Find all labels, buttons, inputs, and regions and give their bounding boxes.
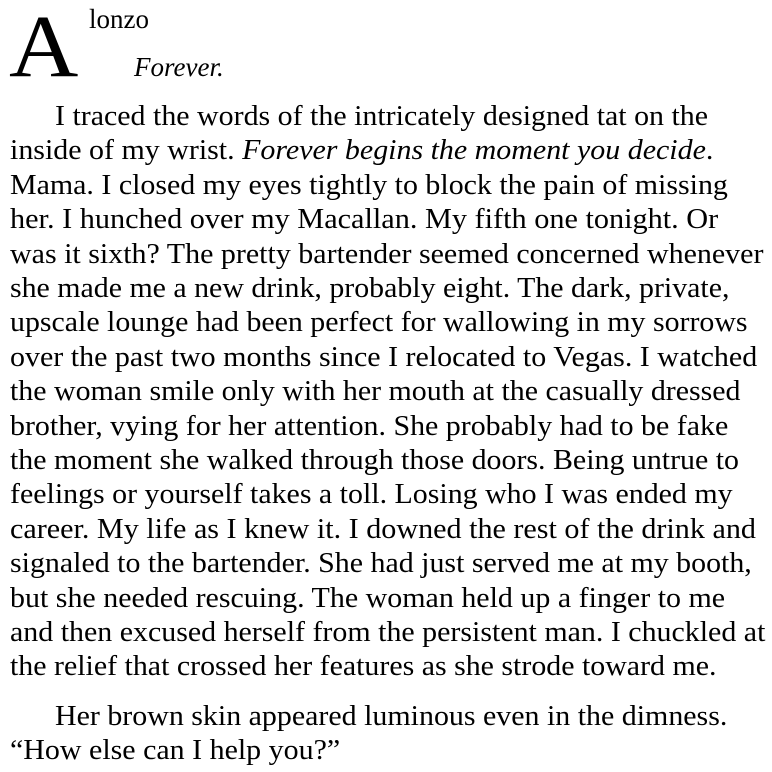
text-span: the moment she walked through those doors. Being untrue to bbox=[10, 445, 739, 476]
text-span: career. My life as I knew it. I downed the rest of the drink and bbox=[10, 513, 756, 545]
text-span: . bbox=[705, 135, 714, 167]
text-span: and then excused herself from the persistent man. I chuckled at bbox=[10, 617, 766, 648]
text-span: signaled to the bartender. She had just served me at my booth, bbox=[10, 548, 752, 580]
text-line bbox=[55, 100, 708, 134]
text-span: was it sixth? The pretty bartender seemed concerned whenever bbox=[10, 238, 764, 270]
text-line bbox=[10, 478, 733, 512]
text-span: brother, vying for her attention. She probably had to be fake bbox=[10, 410, 729, 442]
chapter-epigraph: Forever. bbox=[134, 52, 224, 82]
text-span: Her brown skin appeared luminous even in the dimness. bbox=[55, 700, 728, 732]
text-span: her. I hunched over my Macallan. My fifth one tonight. Or bbox=[10, 204, 719, 236]
text-line bbox=[10, 306, 748, 340]
text-line bbox=[10, 650, 716, 684]
text-line bbox=[10, 582, 725, 616]
text-span: the woman smile only with her mouth at the casually dressed bbox=[10, 376, 741, 408]
text-line bbox=[10, 203, 718, 237]
text-span: the relief that crossed her features as she strode toward me. bbox=[10, 651, 717, 683]
text-line bbox=[10, 410, 728, 444]
chapter-title: lonzo bbox=[89, 4, 149, 34]
text-line bbox=[10, 238, 763, 272]
text-line bbox=[10, 272, 729, 306]
text-span: I traced the words of the intricately designed tat on the bbox=[55, 101, 709, 132]
text-span: Mama. I closed my eyes tightly to block the pain of missing bbox=[10, 169, 728, 201]
text-span: upscale lounge had been perfect for wallowing in my sorrows bbox=[10, 307, 748, 339]
text-line bbox=[10, 616, 765, 650]
text-span: “How else can I help you?” bbox=[10, 735, 341, 767]
italic-text: Forever begins the moment you decide bbox=[242, 135, 706, 167]
text-span: she made me a new drink, probably eight. The dark, private, bbox=[10, 273, 730, 304]
drop-cap: A bbox=[9, 0, 79, 96]
text-line bbox=[10, 444, 739, 478]
text-span: feelings or yourself takes a toll. Losing who I was ended my bbox=[10, 479, 733, 511]
text-line bbox=[10, 134, 713, 168]
text-span: but she needed rescuing. The woman held up a finger to me bbox=[10, 582, 726, 614]
text-span: inside of my wrist. bbox=[10, 135, 243, 167]
text-line bbox=[10, 375, 740, 409]
text-line bbox=[10, 341, 757, 375]
text-line bbox=[10, 169, 728, 203]
text-line bbox=[10, 513, 756, 547]
text-line bbox=[10, 734, 340, 768]
text-span: over the past two months since I relocated to Vegas. I watched bbox=[10, 341, 758, 373]
text-line bbox=[55, 700, 727, 734]
text-line bbox=[10, 547, 752, 581]
